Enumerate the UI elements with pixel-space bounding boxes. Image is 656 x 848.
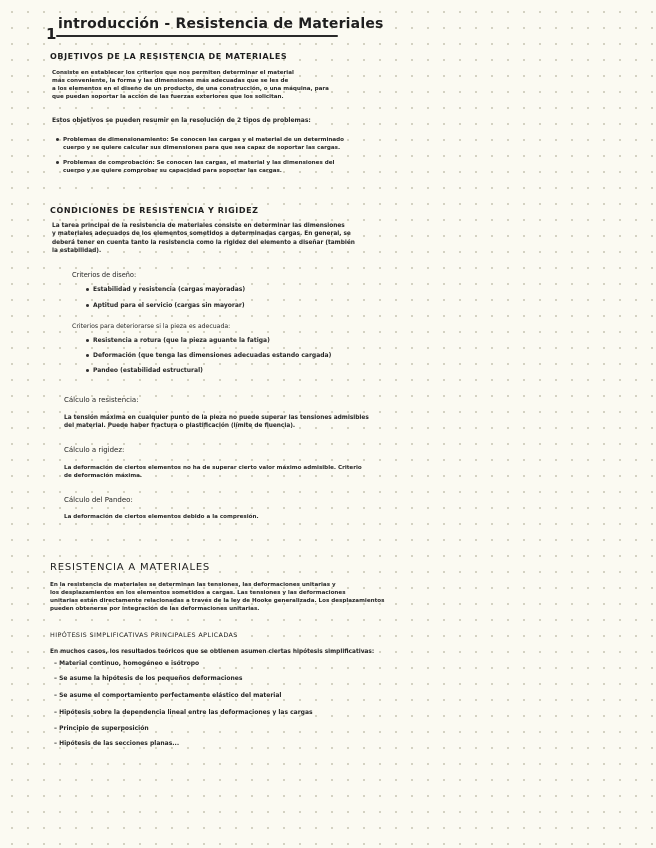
- bullet-icon: [56, 161, 59, 164]
- dash-icon: –: [54, 725, 60, 732]
- dash-icon: –: [54, 709, 60, 716]
- dash-icon: –: [54, 740, 60, 747]
- resistencia-paragraph: En la resistencia de materiales se determinan las tensiones, las deformaciones unitarias y los desplazamientos en los elementos sometidos a cargas. Las tensiones y las deformaciones unitarias están directamente relacionadas a través de la ley de Hooke generalizada. Los desplazamientos pueden obtenerse por integración de las deformaciones unitarias.: [50, 582, 385, 612]
- bullet-icon: [86, 304, 89, 307]
- criterio-item: Aptitud para el servicio (cargas sin mayorar): [86, 302, 245, 310]
- calc-resistencia-label: Cálculo a resistencia:: [64, 396, 139, 404]
- objetivos-line: Consiste en establecer los criterios que nos permiten determinar el material: [52, 70, 294, 76]
- objetivos-line: que puedan soportar la acción de las fuerzas exteriores que los solicitan.: [52, 94, 284, 100]
- bullet-icon: [56, 138, 59, 141]
- calc-rigidez-text: La deformación de ciertos elementos no ha de superar cierto valor máximo admisible. Criterio de deformación máxima.: [64, 465, 362, 479]
- hipotesis-heading: HIPÓTESIS SIMPLIFICATIVAS PRINCIPALES APLICADAS: [50, 631, 238, 639]
- hipotesis-intro: En muchos casos, los resultados teóricos que se obtienen asumen ciertas hipótesis simplificativas:: [50, 649, 375, 655]
- bullet-icon: [86, 369, 89, 372]
- bullet-icon: [86, 339, 89, 342]
- calc-pandeo-text: La deformación de ciertos elementos debido a la compresión.: [64, 514, 259, 520]
- criterio-item: Resistencia a rotura (que la pieza aguante la fatiga): [86, 337, 270, 345]
- dash-icon: –: [54, 692, 60, 699]
- criterios-diseno-label: Criterios de diseño:: [72, 271, 137, 279]
- criterio-item: Estabilidad y resistencia (cargas mayoradas): [86, 286, 245, 294]
- objetivos-heading: OBJETIVOS DE LA RESISTENCIA DE MATERIALES: [50, 52, 288, 61]
- problema-dimensionamiento: Problemas de dimensionamiento: Se conocen las cargas y el material de un determinado cuerpo y se quiere calcular sus dimensiones para que sea capaz de soportar las cargas.: [56, 136, 616, 152]
- calc-pandeo-label: Cálculo del Pandeo:: [64, 496, 133, 504]
- hipotesis-item: – Se asume el comportamiento perfectamente elástico del material: [54, 692, 282, 699]
- problema-comprobacion: Problemas de comprobación: Se conocen las cargas, el material y las dimensiones del cuerpo y se quiere comprobar su capacidad para soportar las cargas.: [56, 159, 616, 175]
- objetivos-line: a los elementos en el diseño de un producto, de una construcción, o una máquina, para: [52, 86, 329, 92]
- title-underline: [56, 35, 338, 37]
- hipotesis-item: – Material continuo, homogéneo e isótropo: [54, 660, 200, 667]
- hipotesis-item: – Se asume la hipótesis de los pequeños deformaciones: [54, 675, 243, 682]
- bullet-icon: [86, 288, 89, 291]
- dash-icon: –: [54, 660, 60, 667]
- calc-resistencia-text: La tensión máxima en cualquier punto de la pieza no puede superar las tensiones admisibles del material. Puede haber fractura o plastificación (límite de fluencia).: [64, 415, 369, 429]
- objetivos-intro: Estos objetivos se pueden resumir en la resolución de 2 tipos de problemas:: [52, 117, 311, 124]
- criterio-item: Deformación (que tenga las dimensiones adecuadas estando cargada): [86, 352, 331, 360]
- bullet-icon: [86, 354, 89, 357]
- resistencia-heading: RESISTENCIA A MATERIALES: [50, 562, 211, 573]
- calc-rigidez-label: Cálculo a rigidez:: [64, 446, 125, 454]
- condiciones-heading: CONDICIONES DE RESISTENCIA Y RIGIDEZ: [50, 206, 259, 215]
- objetivos-line: más conveniente, la forma y las dimensiones más adecuadas que se les de: [52, 78, 289, 84]
- page-title: introducción - Resistencia de Materiales: [58, 16, 384, 32]
- hipotesis-item: – Principio de superposición: [54, 725, 149, 732]
- objetivos-paragraph: [52, 69, 612, 101]
- dash-icon: –: [54, 675, 60, 682]
- criterios-deterioro-label: Criterios para deteriorarse si la pieza es adecuada:: [72, 323, 231, 330]
- hipotesis-item: – Hipótesis de las secciones planas...: [54, 740, 180, 747]
- condiciones-paragraph: La tarea principal de la resistencia de materiales consiste en determinar las dimensiones y materiales adecuados de los elementos sometidos a determinadas cargas. En general, se deberá tener en cuenta tanto la resistencia como la rigidez del elemento a diseñar (también la estabilidad).: [52, 223, 355, 255]
- page-number: 1: [46, 25, 57, 43]
- criterio-item: Pandeo (estabilidad estructural): [86, 367, 203, 375]
- hipotesis-item: – Hipótesis sobre la dependencia lineal entre las deformaciones y las cargas: [54, 709, 313, 716]
